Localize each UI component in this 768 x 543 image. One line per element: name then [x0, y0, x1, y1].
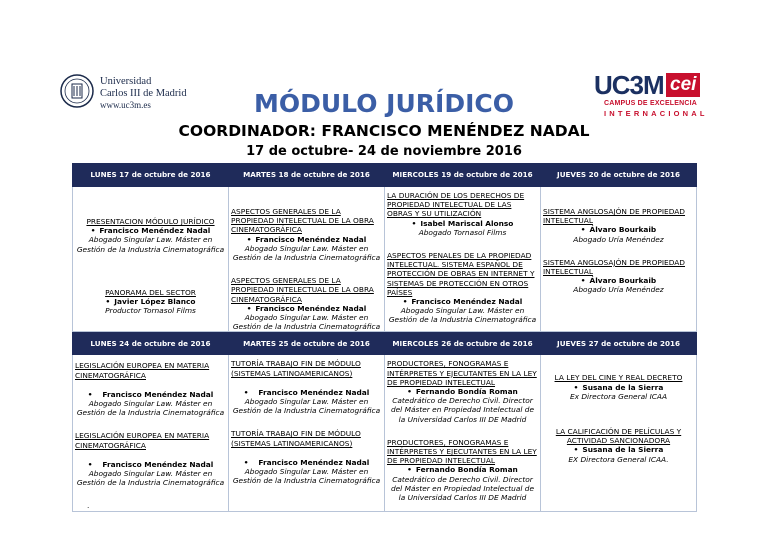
session-speaker: • Francisco Menéndez Nadal: [231, 304, 382, 313]
session-block: [75, 431, 226, 487]
session-speaker: • Francisco Menéndez Nadal: [231, 388, 382, 397]
session-title: LA DURACIÓN DE LOS DERECHOS DE PROPIEDAD INTELECTUAL DE LAS OBRAS Y SU UTILIZACIÓN: [387, 191, 525, 219]
session-speaker: • Francisco Menéndez Nadal: [387, 297, 538, 306]
internacional-text: INTERNACIONAL: [604, 109, 708, 118]
week-sessions-row: [73, 187, 697, 332]
date-range: 17 de octubre- 24 de noviembre 2016: [246, 144, 522, 159]
day-sessions-cell: [229, 355, 385, 511]
speaker-affiliation: Catedrático de Derecho Civil. Director del Máster en Propiedad Intelectual de la Universidad Carlos III DE Madrid: [390, 396, 535, 424]
university-name: Universidad Carlos III de Madrid: [100, 76, 187, 99]
day-header: MIERCOLES 26 de octubre de 2016: [385, 332, 541, 355]
speaker-affiliation: Abogado Uría Menéndez: [573, 234, 664, 244]
session-title: ASPECTOS PENALES DE LA PROPIEDAD INTELECTUAL. SISTEMA ESPAÑOL DE PROTECCIÓN DE OBRAS EN INTERNET Y SISTEMAS DE PROTECCIÓN EN OTROS PAÍSES: [387, 251, 535, 297]
speaker-affiliation: Abogado Singular Law. Máster en Gestión de la Industria Cinematográfica: [76, 469, 225, 488]
session-speaker: • Francisco Menéndez Nadal: [75, 460, 226, 469]
speaker-affiliation: Abogado Singular Law. Máster en Gestión de la Industria Cinematográfica: [232, 397, 381, 416]
session-block: [231, 359, 382, 415]
session-block: [543, 207, 694, 244]
session-title: LA CALIFICACIÓN DE PELÍCULAS Y ACTIVIDAD SANCIONADORA: [555, 427, 682, 446]
session-title: LEGISLACIÓN EUROPEA EN MATERIA CINEMATOGRÁFICA: [75, 431, 210, 450]
day-header: JUEVES 20 de octubre de 2016: [541, 164, 697, 187]
session-block: [75, 361, 226, 417]
day-header: LUNES 17 de octubre de 2016: [73, 164, 229, 187]
session-title: PRODUCTORES, FONOGRAMAS E INTÉRPRETES Y EJECUTANTES EN LA LEY DE PROPIEDAD INTELECTUAL: [387, 437, 537, 466]
day-sessions-cell: [385, 187, 541, 332]
campus-excelencia-text: CAMPUS DE EXCELENCIA: [604, 100, 698, 107]
speaker-affiliation: Abogado Tornasol Films: [418, 227, 507, 237]
day-sessions-cell: [541, 355, 697, 511]
session-block: [387, 251, 538, 325]
session-speaker: • Álvaro Bourkaib: [543, 225, 694, 234]
session-speaker: • Francisco Menéndez Nadal: [231, 458, 382, 467]
session-block: [75, 288, 226, 316]
university-website: www.uc3m.es: [100, 100, 151, 110]
session-speaker: • Francisco Menéndez Nadal: [75, 226, 226, 235]
speaker-affiliation: Abogado Uría Menéndez: [573, 285, 664, 295]
session-speaker: • Javier López Blanco: [75, 297, 226, 306]
session-block: [75, 217, 226, 254]
session-speaker: • Susana de la Sierra: [543, 445, 694, 454]
session-speaker: • Isabel Mariscal Alonso: [387, 219, 538, 228]
day-header: JUEVES 27 de octubre de 2016: [541, 332, 697, 355]
session-block: [387, 191, 538, 237]
speaker-affiliation: Abogado Singular Law. Máster en Gestión de la Industria Cinematográfica: [388, 306, 537, 325]
day-header: MIERCOLES 19 de octubre de 2016: [385, 164, 541, 187]
session-block: [387, 438, 538, 502]
session-title: PANORAMA DEL SECTOR: [105, 287, 196, 297]
week-header-row: [73, 164, 697, 187]
day-sessions-cell: [385, 355, 541, 511]
session-block: [387, 359, 538, 423]
page-title: MÓDULO JURÍDICO: [254, 89, 514, 118]
day-header: LUNES 24 de octubre de 2016: [73, 332, 229, 355]
session-block: [543, 373, 694, 401]
speaker-affiliation: Catedrático de Derecho Civil. Director del Máster en Propiedad Intelectual de la Universidad Carlos III DE Madrid: [390, 474, 535, 503]
session-speaker: • Francisco Menéndez Nadal: [231, 235, 382, 244]
session-speaker: • Álvaro Bourkaib: [543, 276, 694, 285]
session-title: ASPECTOS GENERALES DE LA PROPIEDAD INTELECTUAL DE LA OBRA CINEMATOGRÁFICA: [231, 207, 374, 235]
day-sessions-cell: [229, 187, 385, 332]
cei-badge: cei: [666, 73, 700, 97]
week-sessions-row: [73, 355, 697, 511]
session-speaker: • Fernando Bondía Roman: [387, 387, 538, 396]
speaker-affiliation: EX Directora General ICAA.: [568, 454, 669, 464]
session-title: ASPECTOS GENERALES DE LA PROPIEDAD INTELECTUAL DE LA OBRA CINEMATOGRÁFICA: [231, 276, 374, 304]
coordinator-line: COORDINADOR: FRANCISCO MENÉNDEZ NADAL: [178, 122, 590, 140]
session-title: TUTORÍA TRABAJO FIN DE MÓDULO (SISTEMAS LATINOAMERICANOS): [231, 429, 361, 448]
week-header-row: [73, 332, 697, 355]
day-header: MARTES 18 de octubre de 2016: [229, 164, 385, 187]
speaker-affiliation: Abogado Singular Law. Máster en Gestión de la Industria Cinematográfica: [232, 313, 381, 332]
day-sessions-cell: [73, 187, 229, 332]
session-speaker: • Francisco Menéndez Nadal: [75, 390, 226, 399]
session-title: PRESENTACION MÓDULO JURÍDICO: [86, 217, 215, 226]
session-block: [231, 429, 382, 485]
day-header: MARTES 25 de octubre de 2016: [229, 332, 385, 355]
speaker-affiliation: Abogado Singular Law. Máster en Gestión de la Industria Cinematográfica: [232, 467, 381, 486]
session-block: [231, 207, 382, 262]
schedule-table: [72, 163, 697, 512]
session-title: SISTEMA ANGLOSAJÓN DE PROPIEDAD INTELECTUAL: [543, 257, 686, 277]
speaker-affiliation: Productor Tornasol Films: [105, 306, 196, 316]
cell-footnote: .: [87, 501, 90, 511]
session-block: [543, 258, 694, 295]
session-title: PRODUCTORES, FONOGRAMAS E INTÉRPRETES Y EJECUTANTES EN LA LEY DE PROPIEDAD INTELECTUAL: [387, 359, 537, 387]
day-sessions-cell: [73, 355, 229, 511]
session-title: SISTEMA ANGLOSAJÓN DE PROPIEDAD INTELECTUAL: [543, 207, 686, 226]
speaker-affiliation: Abogado Singular Law. Máster en Gestión de la Industria Cinematográfica: [232, 243, 381, 263]
session-speaker: • Susana de la Sierra: [543, 383, 694, 392]
session-title: TUTORÍA TRABAJO FIN DE MÓDULO (SISTEMAS LATINOAMERICANOS): [231, 359, 361, 378]
session-block: [231, 276, 382, 331]
session-block: [543, 427, 694, 464]
speaker-affiliation: Abogado Singular Law. Máster en Gestión de la Industria Cinematográfica: [76, 235, 225, 254]
speaker-affiliation: Abogado Singular Law. Máster en Gestión de la Industria Cinematográfica: [76, 399, 225, 418]
speaker-affiliation: Ex Directora General ICAA: [569, 391, 668, 401]
uc3m-wordmark: UC3M: [594, 70, 664, 100]
day-sessions-cell: [541, 187, 697, 332]
session-speaker: • Fernando Bondía Roman: [387, 465, 538, 474]
session-title: LEGISLACIÓN EUROPEA EN MATERIA CINEMATOGRÁFICA: [75, 361, 210, 380]
session-title: LA LEY DEL CINE Y REAL DECRETO: [554, 373, 683, 383]
